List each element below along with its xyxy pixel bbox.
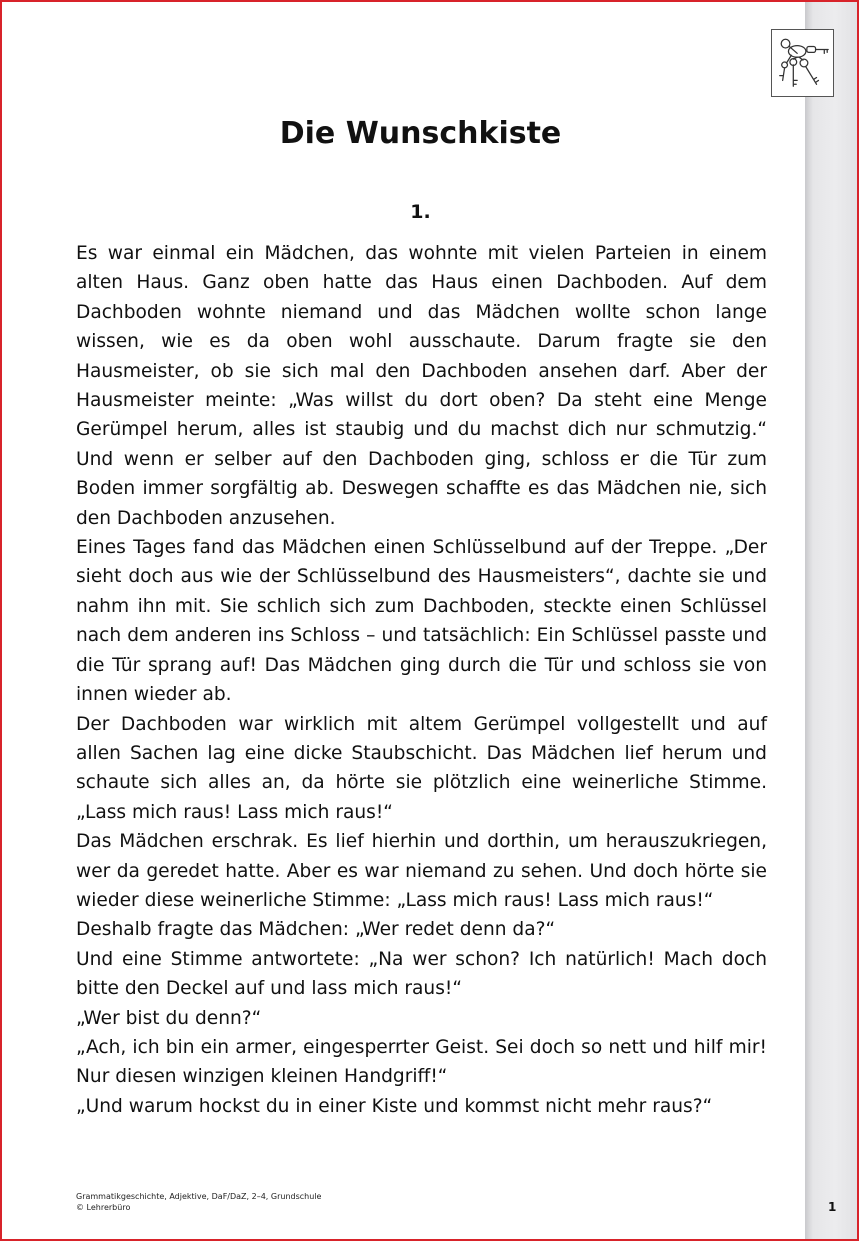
chapter-number: 1. <box>410 201 431 223</box>
page-footer <box>76 1191 321 1213</box>
keys-icon <box>772 30 833 96</box>
story-paragraph: Es war einmal ein Mädchen, das wohnte mit vielen Parteien in einem alten Haus. Ganz oben hatte das Haus einen Dachboden. Auf dem Dachboden wohnte niemand und das Mädchen wollte schon lange wissen, wie es da oben wohl ausschaute. Darum fragte sie den Hausmeister, ob sie sich mal den Dachboden ansehen darf. Aber der Hausmeister meinte: „Was willst du dort oben? Da steht eine Menge Gerümpel herum, alles ist staubig und du machst dich nur schmutzig.“ Und wenn er selber auf den Dachboden ging, schloss er die Tür zum Boden immer sorgfältig ab. Deswegen schaffte es das Mädchen nie, sich den Dachboden anzusehen. <box>76 243 767 529</box>
story-paragraph: „Ach, ich bin ein armer, eingesperrter Geist. Sei doch so nett und hilf mir! Nur diesen winzigen kleinen Handgriff!“ <box>76 1036 767 1088</box>
footer-copyright-line: © Lehrerbüro <box>76 1203 131 1212</box>
page-title: Die Wunschkiste <box>279 116 562 151</box>
story-paragraph: „Und warum hockst du in einer Kiste und kommst nicht mehr raus?“ <box>76 1095 713 1117</box>
page-edge-strip <box>805 2 857 1239</box>
story-paragraph: Eines Tages fand das Mädchen einen Schlüsselbund auf der Treppe. „Der sieht doch aus wie der Schlüsselbund des Hausmeisters“, dachte sie und nahm ihn mit. Sie schlich sich zum Dachboden, steckte einen Schlüssel nach dem anderen ins Schloss – und tatsächlich: Ein Schlüssel passte und die Tür sprang auf! Das Mädchen ging durch die Tür und schloss sie von innen wieder ab. <box>76 537 767 706</box>
keys-logo-box <box>771 29 834 97</box>
story-paragraph: Deshalb fragte das Mädchen: „Wer redet denn da?“ <box>76 919 556 941</box>
story-paragraph: Das Mädchen erschrak. Es lief hierhin und dorthin, um herauszukriegen, wer da geredet hatte. Aber es war niemand zu sehen. Und doch hörte sie wieder diese weinerliche Stimme: „Lass mich raus! Lass mich raus!“ <box>76 831 767 911</box>
story-text <box>76 239 767 1121</box>
story-paragraph: Der Dachboden war wirklich mit altem Gerümpel vollgestellt und auf allen Sachen lag eine dicke Staubschicht. Das Mädchen lief herum und schaute sich alles an, da hörte sie plötzlich eine weinerliche Stimme. „Lass mich raus! Lass mich raus!“ <box>76 713 767 823</box>
story-paragraph: „Wer bist du denn?“ <box>76 1007 262 1029</box>
footer-series-line: Grammatikgeschichte, Adjektive, DaF/DaZ, 2–4, Grundschule <box>76 1192 322 1201</box>
story-paragraph: Und eine Stimme antwortete: „Na wer schon? Ich natürlich! Mach doch bitte den Deckel auf und lass mich raus!“ <box>76 948 767 1000</box>
page-number: 1 <box>828 1200 837 1214</box>
